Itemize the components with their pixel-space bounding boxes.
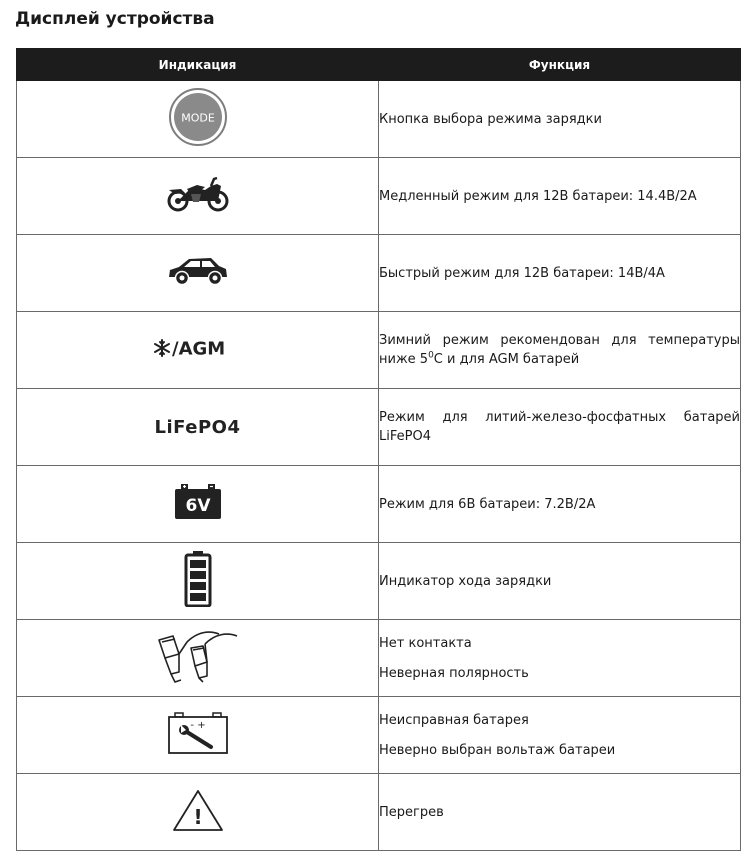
- snowflake-agm-icon: [152, 336, 244, 364]
- function-text: Кнопка выбора режима зарядки: [379, 111, 602, 127]
- table-row: [17, 235, 741, 312]
- function-text: Перегрев: [379, 804, 444, 820]
- function-text: Неисправная батарея: [379, 712, 529, 728]
- six-v-label: 6V: [185, 496, 210, 516]
- function-text: Режим для 6В батареи: 7.2В/2А: [379, 496, 596, 512]
- clamps-icon: [157, 628, 239, 688]
- function-text: Индикатор хода зарядки: [379, 573, 552, 589]
- table-row: [17, 81, 741, 158]
- table-row: [17, 158, 741, 235]
- table-row: [17, 389, 741, 466]
- function-text: Зимний режим рекомендован для температуры ниже $5^0С$ и для AGM батарей: [379, 333, 740, 367]
- function-text: Неверно выбран вольтаж батареи: [379, 742, 616, 758]
- motorcycle-icon: [167, 176, 229, 216]
- display-table: [16, 48, 741, 851]
- table-row: [17, 774, 741, 851]
- mode-button-icon: [168, 87, 228, 151]
- table-row: [17, 312, 741, 389]
- snowflake-icon: [155, 340, 169, 356]
- battery-6v-icon: [174, 484, 222, 524]
- agm-label: /AGM: [171, 338, 225, 360]
- battery-terminals-label: - +: [189, 720, 206, 731]
- table-row: [17, 697, 741, 774]
- function-text: Неверная полярность: [379, 665, 529, 681]
- lifepo4-icon: LiFePO4: [154, 416, 241, 438]
- function-text: Нет контакта: [379, 635, 472, 651]
- page-title: Дисплей устройства: [15, 9, 215, 29]
- function-text: Быстрый режим для 12В батареи: 14В/4А: [379, 265, 665, 281]
- warning-triangle-icon: [172, 788, 224, 836]
- function-text: Медленный режим для 12В батареи: 14.4В/2А: [379, 188, 697, 204]
- charge-progress-battery-icon: [184, 551, 212, 611]
- table-row: [17, 620, 741, 697]
- table-header-row: [17, 49, 741, 81]
- header-function: Функция: [379, 49, 741, 81]
- warning-mark: !: [192, 805, 203, 829]
- table-row: [17, 543, 741, 620]
- function-text: Режим для литий-железо-фосфатных батарей LiFePO4: [379, 410, 740, 444]
- battery-wrench-icon: [167, 711, 229, 759]
- mode-button-label: MODE: [180, 111, 215, 125]
- car-icon: [167, 255, 229, 291]
- table-row: [17, 466, 741, 543]
- header-indication: Индикация: [17, 49, 379, 81]
